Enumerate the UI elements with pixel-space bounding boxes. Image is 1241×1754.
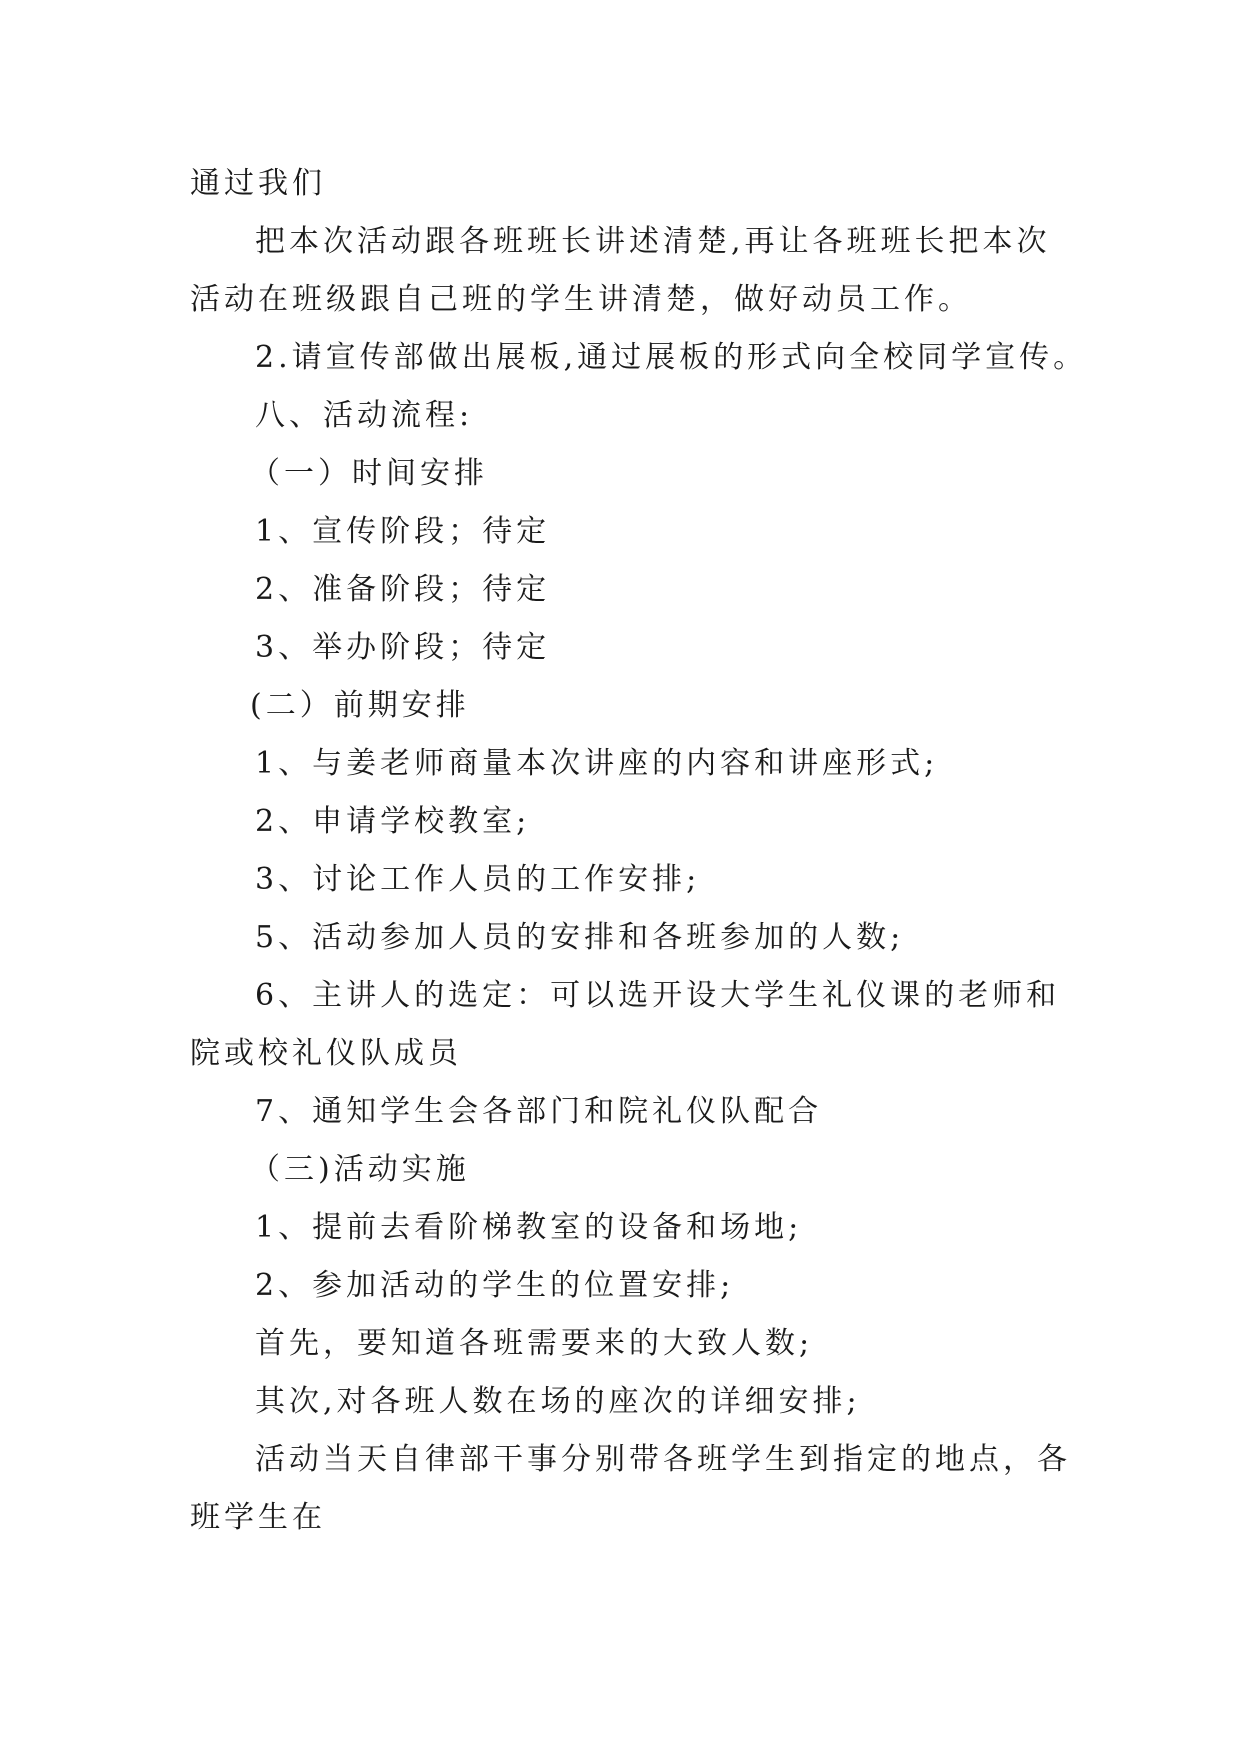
text-line: 2.请宣传部做出展板,通过展板的形式向全校同学宣传。: [255, 340, 1088, 375]
list-item: 1、与姜老师商量本次讲座的内容和讲座形式;: [255, 746, 939, 781]
text-line: 活动在班级跟自己班的学生讲清楚，做好动员工作。: [190, 282, 972, 317]
subsection-heading: （三)活动实施: [250, 1152, 470, 1187]
list-item: 7、通知学生会各部门和院礼仪队配合: [255, 1094, 823, 1129]
subsection-heading: (二）前期安排: [250, 688, 470, 723]
list-item: 2、参加活动的学生的位置安排;: [255, 1268, 735, 1303]
text-line: 其次,对各班人数在场的座次的详细安排;: [255, 1384, 861, 1419]
list-item: 2、申请学校教室;: [255, 804, 531, 839]
list-item: 1、宣传阶段；待定: [255, 514, 551, 549]
text-line: 班学生在: [190, 1500, 326, 1535]
list-item: 1、提前去看阶梯教室的设备和场地;: [255, 1210, 803, 1245]
list-item: 3、举办阶段；待定: [255, 630, 551, 665]
list-item: 5、活动参加人员的安排和各班参加的人数;: [255, 920, 905, 955]
text-line: 院或校礼仪队成员: [190, 1036, 462, 1071]
text-line: 首先，要知道各班需要来的大致人数;: [255, 1326, 814, 1361]
text-line: 活动当天自律部干事分别带各班学生到指定的地点，各: [255, 1442, 1071, 1477]
subsection-heading: （一）时间安排: [250, 456, 488, 491]
list-item: 3、讨论工作人员的工作安排;: [255, 862, 701, 897]
list-item: 6、主讲人的选定：可以选开设大学生礼仪课的老师和: [255, 978, 1061, 1013]
list-item: 2、准备阶段；待定: [255, 572, 551, 607]
section-heading: 八、活动流程:: [255, 398, 474, 433]
text-line: 通过我们: [190, 166, 326, 201]
text-line: 把本次活动跟各班班长讲述清楚,再让各班班长把本次: [255, 224, 1051, 259]
